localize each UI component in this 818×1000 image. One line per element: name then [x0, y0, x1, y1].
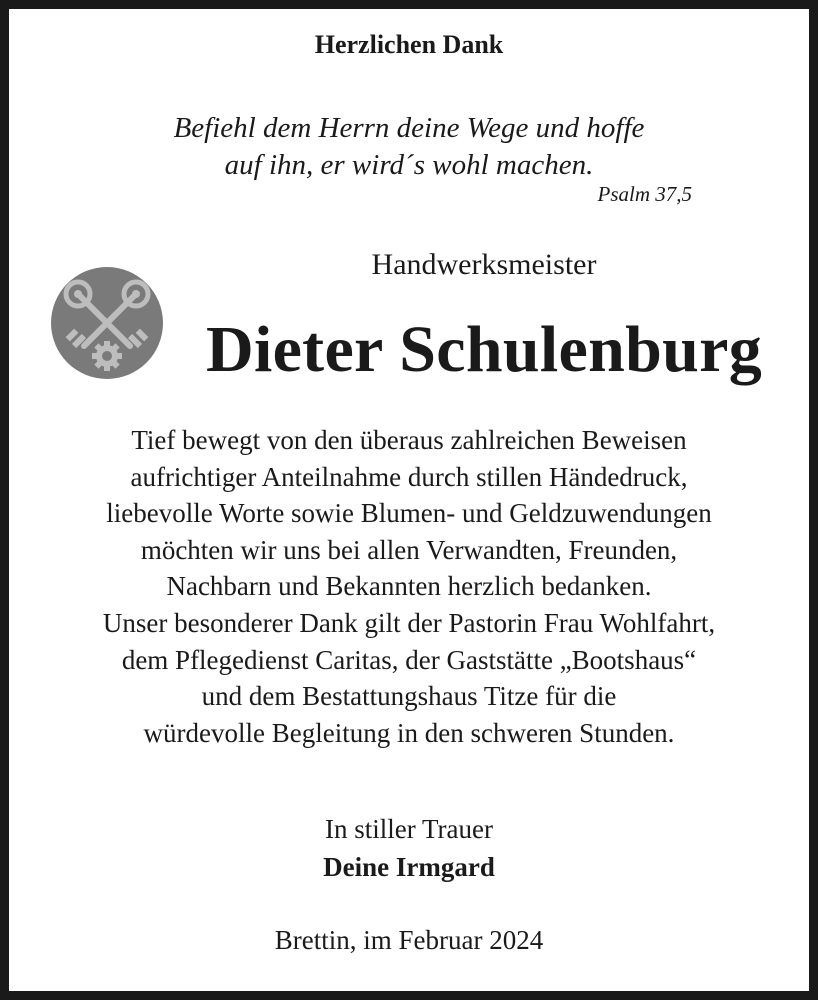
message-line: Tief bewegt von den überaus zahlreichen Beweisen: [131, 425, 687, 455]
mourning-phrase: In stiller Trauer: [325, 814, 493, 844]
verse-line-2: auf ihn, er wird´s wohl machen.: [224, 149, 594, 181]
deceased-profession: Handwerksmeister: [371, 248, 597, 281]
message-line: Nachbarn und Bekannten herzlich bedanken.: [166, 571, 652, 602]
thank-you-message: [0, 422, 818, 751]
verse-line-1: Befiehl dem Herrn deine Wege und hoffe: [173, 112, 645, 144]
verse-reference: Psalm 37,5: [597, 182, 692, 206]
signature: Deine Irmgard: [323, 852, 495, 882]
crossed-keys-gear-emblem-icon: [50, 266, 164, 380]
bible-verse: [0, 110, 818, 184]
message-line: Unser besonderer Dank gilt der Pastorin Frau Wohlfahrt,: [102, 607, 716, 638]
deceased-name: Dieter Schulenburg: [205, 313, 763, 386]
notice-heading: Herzlichen Dank: [314, 30, 504, 59]
message-line: würdevolle Begleitung in den schweren Stunden.: [143, 717, 675, 748]
message-line: dem Pflegedienst Caritas, der Gaststätte „Bootshaus“: [121, 644, 697, 675]
message-line: aufrichtiger Anteilnahme durch stillen Händedruck,: [130, 461, 688, 492]
message-line: und dem Bestattungshaus Titze für die: [201, 681, 617, 712]
place-and-date: Brettin, im Februar 2024: [274, 925, 544, 955]
message-line: möchten wir uns bei allen Verwandten, Freunden,: [140, 534, 678, 565]
message-line: liebevolle Worte sowie Blumen- und Geldzuwendungen: [106, 498, 712, 529]
closing-block: [0, 810, 818, 886]
